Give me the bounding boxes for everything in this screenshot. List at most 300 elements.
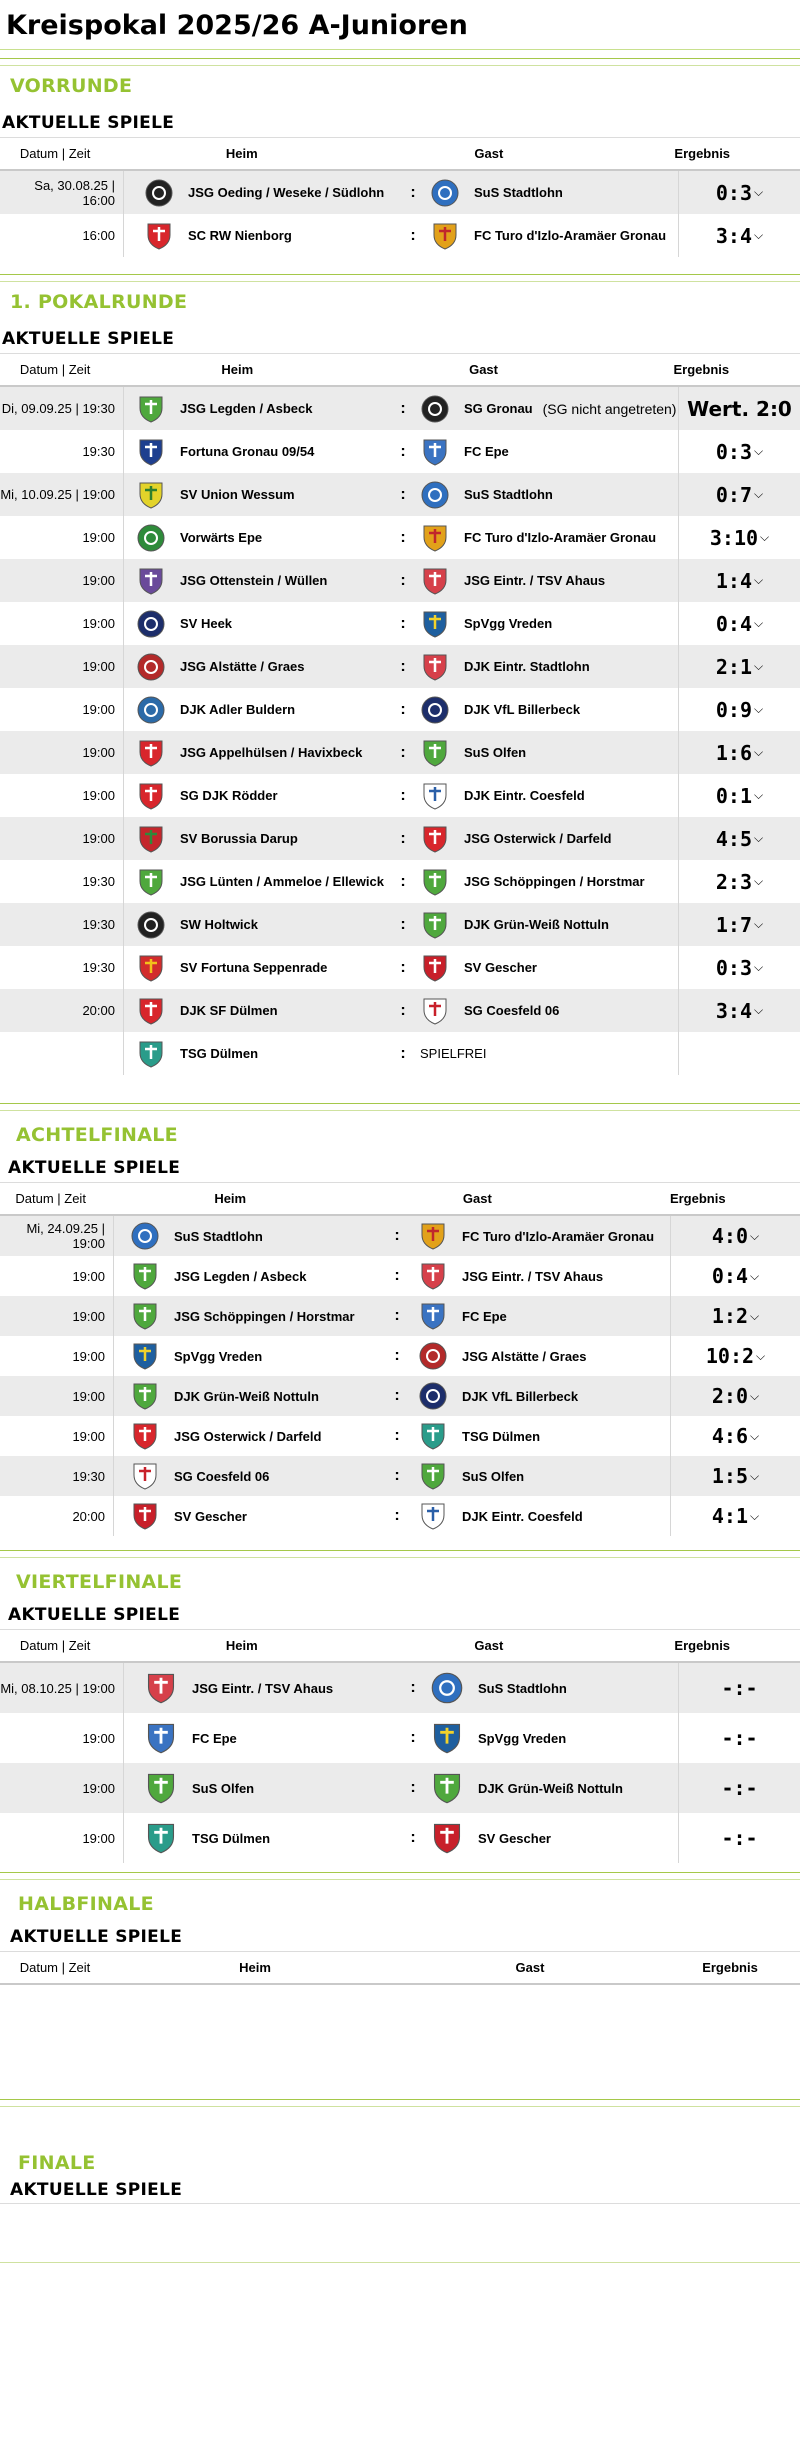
match-date: 19:00 xyxy=(0,645,124,688)
match-date: 20:00 xyxy=(0,989,124,1032)
club-crest-yellow-cross-icon xyxy=(430,1721,464,1755)
section-achtelfinale xyxy=(0,1103,800,1536)
home-team[interactable] xyxy=(124,437,396,467)
home-team-name: SuS Olfen xyxy=(192,1780,255,1796)
match-date: 19:00 xyxy=(0,731,124,774)
chevron-down-icon[interactable]: ⌵ xyxy=(756,1348,766,1363)
current-games-heading: AKTUELLE SPIELE xyxy=(8,1605,181,1625)
match-result[interactable] xyxy=(678,516,800,559)
result-value: 3:10 xyxy=(709,525,759,550)
chevron-down-icon[interactable]: ⌵ xyxy=(750,1268,760,1283)
match-result[interactable] xyxy=(678,817,800,860)
guest-team-name: DJK Eintr. Coesfeld xyxy=(462,1508,583,1524)
home-team-name: JSG Legden / Asbeck xyxy=(174,1268,307,1284)
match-row[interactable] xyxy=(0,1336,800,1376)
guest-team-name: JSG Eintr. / TSV Ahaus xyxy=(462,1268,604,1284)
home-team[interactable] xyxy=(124,953,396,983)
match-row[interactable] xyxy=(0,1256,800,1296)
section-pokalrunde-1 xyxy=(0,274,800,1075)
chevron-down-icon[interactable]: ⌵ xyxy=(754,444,764,458)
club-crest-green-icon xyxy=(136,394,166,424)
home-team-name: JSG Ottenstein / Wüllen xyxy=(180,573,328,588)
home-team[interactable] xyxy=(124,824,396,854)
home-team[interactable] xyxy=(124,609,396,639)
club-crest-navy-circle-icon xyxy=(420,695,450,725)
match-date: 19:30 xyxy=(0,860,124,903)
match-row[interactable] xyxy=(0,1763,800,1813)
match-result[interactable] xyxy=(678,171,800,214)
club-crest-cross-icon xyxy=(420,523,450,553)
club-crest-teal-icon xyxy=(136,1039,166,1069)
table-header xyxy=(0,1629,800,1663)
home-team-name: SV Borussia Darup xyxy=(180,831,298,846)
games-list xyxy=(0,1663,800,1863)
guest-team[interactable] xyxy=(404,1501,670,1531)
chevron-down-icon[interactable]: ⌵ xyxy=(760,530,770,544)
home-team[interactable] xyxy=(124,1771,406,1805)
guest-team-name: SV Gescher xyxy=(478,1830,551,1846)
match-row[interactable] xyxy=(0,903,800,946)
result-value: 2:1 xyxy=(715,654,752,679)
chevron-down-icon[interactable]: ⌵ xyxy=(750,1388,760,1403)
club-crest-red-icon xyxy=(420,824,450,854)
vs-separator: : xyxy=(400,958,406,976)
vs-separator: : xyxy=(400,700,406,718)
match-result[interactable] xyxy=(670,1336,800,1376)
match-result[interactable] xyxy=(678,1713,800,1763)
col-date: Datum | Zeit xyxy=(19,146,91,161)
chevron-down-icon[interactable]: ⌵ xyxy=(750,1428,760,1443)
home-team-name: SG Coesfeld 06 xyxy=(174,1468,270,1484)
chevron-down-icon[interactable]: ⌵ xyxy=(754,917,764,931)
home-team[interactable] xyxy=(124,1671,406,1705)
match-row[interactable] xyxy=(0,989,800,1032)
guest-team-name: SuS Olfen xyxy=(464,745,527,760)
club-crest-red-yellow-icon xyxy=(136,953,166,983)
match-row[interactable] xyxy=(0,473,800,516)
match-result[interactable] xyxy=(678,860,800,903)
match-result[interactable] xyxy=(670,1416,800,1456)
result-value: 0:7 xyxy=(715,482,752,507)
chevron-down-icon[interactable]: ⌵ xyxy=(750,1308,760,1323)
match-date: Mi, 08.10.25 | 19:00 xyxy=(0,1663,124,1713)
result-value: 4:1 xyxy=(711,1504,748,1528)
home-team[interactable] xyxy=(114,1341,390,1371)
vs-separator: : xyxy=(394,1267,400,1284)
col-result: Ergebnis xyxy=(673,362,730,377)
result-value: 1:5 xyxy=(711,1464,748,1488)
guest-team[interactable] xyxy=(410,738,678,768)
match-row[interactable] xyxy=(0,214,800,257)
match-result[interactable] xyxy=(678,1813,800,1863)
home-team[interactable] xyxy=(124,566,396,596)
club-crest-cross-icon xyxy=(430,221,460,251)
chevron-down-icon[interactable]: ⌵ xyxy=(754,831,764,845)
club-crest-green-icon xyxy=(420,738,450,768)
match-row[interactable] xyxy=(0,860,800,903)
result-value: 0:9 xyxy=(715,697,752,722)
match-result[interactable] xyxy=(670,1256,800,1296)
result-value: 0:4 xyxy=(715,611,752,636)
guest-team-name: FC Epe xyxy=(464,444,509,459)
home-team-name: SV Union Wessum xyxy=(180,487,295,502)
vs-separator: : xyxy=(400,872,406,890)
chevron-down-icon[interactable]: ⌵ xyxy=(754,874,764,888)
home-team[interactable] xyxy=(124,394,396,424)
match-result[interactable] xyxy=(678,688,800,731)
guest-team[interactable] xyxy=(410,437,678,467)
club-crest-cross-icon xyxy=(418,1221,448,1251)
guest-team-name: SV Gescher xyxy=(464,960,537,975)
guest-team[interactable] xyxy=(404,1381,670,1411)
home-team[interactable] xyxy=(114,1421,390,1451)
home-team-name: JSG Schöppingen / Horstmar xyxy=(174,1308,355,1324)
home-team-name: SuS Stadtlohn xyxy=(174,1228,263,1244)
bye-label: SPIELFREI xyxy=(420,1046,487,1061)
result-value: 0:3 xyxy=(715,439,752,464)
col-date: Datum | Zeit xyxy=(15,1191,86,1206)
section-finale xyxy=(0,2099,800,2204)
club-crest-green-icon xyxy=(420,867,450,897)
chevron-down-icon[interactable]: ⌵ xyxy=(754,788,764,802)
section-title: VORRUNDE xyxy=(10,75,133,97)
chevron-down-icon[interactable]: ⌵ xyxy=(750,1228,760,1243)
result-value: 2:3 xyxy=(715,869,752,894)
result-value: 0:3 xyxy=(715,955,752,980)
match-row[interactable] xyxy=(0,1663,800,1713)
match-date: 19:00 xyxy=(0,1376,114,1416)
match-result[interactable] xyxy=(678,430,800,473)
home-team[interactable] xyxy=(124,1721,406,1755)
home-team-name: JSG Legden / Asbeck xyxy=(180,401,313,416)
match-result[interactable] xyxy=(678,645,800,688)
result-value: 4:6 xyxy=(711,1424,748,1448)
chevron-down-icon[interactable]: ⌵ xyxy=(754,702,764,716)
home-team[interactable] xyxy=(114,1381,390,1411)
home-team-name: SpVgg Vreden xyxy=(174,1348,263,1364)
match-result[interactable] xyxy=(678,989,800,1032)
vs-separator: : xyxy=(400,1044,406,1062)
section-title: HALBFINALE xyxy=(18,1893,154,1915)
home-team-name: SW Holtwick xyxy=(180,917,259,932)
col-result: Ergebnis xyxy=(702,1960,758,1975)
col-result: Ergebnis xyxy=(669,1191,726,1206)
home-team[interactable] xyxy=(124,523,396,553)
match-result[interactable] xyxy=(670,1296,800,1336)
club-crest-red-circle-icon xyxy=(136,652,166,682)
home-team-name: JSG Alstätte / Graes xyxy=(180,659,305,674)
chevron-down-icon[interactable]: ⌵ xyxy=(754,185,764,199)
result-value: 2:0 xyxy=(711,1384,748,1408)
club-crest-blue-circle-icon xyxy=(430,1671,464,1705)
guest-team[interactable] xyxy=(420,1721,678,1755)
match-date: 19:30 xyxy=(0,946,124,989)
guest-team[interactable] xyxy=(410,781,678,811)
club-crest-green-icon xyxy=(430,1771,464,1805)
match-row[interactable] xyxy=(0,171,800,214)
guest-team-name: FC Turo d'Izlo-Aramäer Gronau xyxy=(464,530,657,545)
match-row[interactable] xyxy=(0,1032,800,1075)
home-team[interactable] xyxy=(124,996,396,1026)
home-team[interactable] xyxy=(124,652,396,682)
result-value: -:- xyxy=(721,1676,758,1700)
result-value: 3:4 xyxy=(715,998,752,1023)
match-row[interactable] xyxy=(0,1296,800,1336)
club-crest-blue-circle-icon xyxy=(130,1221,160,1251)
guest-team-name: FC Turo d'Izlo-Aramäer Gronau xyxy=(474,228,667,243)
match-row[interactable] xyxy=(0,774,800,817)
guest-team[interactable] xyxy=(410,867,678,897)
guest-team[interactable] xyxy=(404,1421,670,1451)
chevron-down-icon[interactable]: ⌵ xyxy=(750,1468,760,1483)
home-team[interactable] xyxy=(114,1301,390,1331)
match-row[interactable] xyxy=(0,688,800,731)
vs-separator: : xyxy=(394,1227,400,1244)
home-team[interactable] xyxy=(124,781,396,811)
home-team[interactable] xyxy=(114,1501,390,1531)
result-value: 1:2 xyxy=(711,1304,748,1328)
vs-separator: : xyxy=(400,786,406,804)
chevron-down-icon[interactable]: ⌵ xyxy=(754,228,764,242)
chevron-down-icon[interactable]: ⌵ xyxy=(754,616,764,630)
club-crest-yellow-icon xyxy=(136,480,166,510)
guest-team[interactable] xyxy=(420,1821,678,1855)
match-result[interactable] xyxy=(678,731,800,774)
club-crest-navy-circle-icon xyxy=(136,609,166,639)
guest-team[interactable] xyxy=(410,996,678,1026)
col-home: Heim xyxy=(225,1638,258,1653)
col-guest: Gast xyxy=(469,362,498,377)
club-crest-red-icon xyxy=(136,781,166,811)
match-result[interactable] xyxy=(678,1032,800,1075)
match-result[interactable] xyxy=(678,602,800,645)
result-value: 1:4 xyxy=(715,568,752,593)
guest-team[interactable] xyxy=(410,824,678,854)
guest-team[interactable] xyxy=(404,1301,670,1331)
match-row[interactable] xyxy=(0,1416,800,1456)
guest-team-name: SuS Stadtlohn xyxy=(464,487,553,502)
match-row[interactable] xyxy=(0,387,800,430)
vs-separator: : xyxy=(410,183,416,201)
home-team[interactable] xyxy=(124,738,396,768)
result-value: -:- xyxy=(721,1726,758,1750)
match-result[interactable] xyxy=(678,903,800,946)
guest-team[interactable] xyxy=(410,566,678,596)
match-row[interactable] xyxy=(0,1376,800,1416)
guest-team[interactable] xyxy=(420,1771,678,1805)
club-crest-red-stripes-icon xyxy=(418,1261,448,1291)
club-crest-black-icon xyxy=(136,910,166,940)
home-team[interactable] xyxy=(124,178,406,208)
vs-separator: : xyxy=(410,1779,416,1796)
guest-team-name: SG Coesfeld 06 xyxy=(464,1003,560,1018)
match-date: 19:00 xyxy=(0,602,124,645)
home-team-name: SC RW Nienborg xyxy=(188,228,292,243)
guest-team[interactable] xyxy=(404,1221,670,1251)
match-result[interactable] xyxy=(678,1763,800,1813)
guest-team[interactable] xyxy=(410,695,678,725)
home-team[interactable] xyxy=(114,1461,390,1491)
guest-team[interactable] xyxy=(410,523,678,553)
match-result[interactable] xyxy=(678,1663,800,1713)
match-row[interactable] xyxy=(0,1713,800,1763)
section-viertelfinale xyxy=(0,1550,800,1863)
club-crest-blue-icon xyxy=(136,437,166,467)
guest-team[interactable] xyxy=(410,609,678,639)
guest-team-name: SpVgg Vreden xyxy=(478,1730,567,1746)
match-row[interactable] xyxy=(0,1813,800,1863)
guest-team[interactable] xyxy=(410,480,678,510)
home-team-name: JSG Eintr. / TSV Ahaus xyxy=(192,1680,334,1696)
match-result[interactable] xyxy=(678,946,800,989)
vs-separator: : xyxy=(400,1001,406,1019)
club-crest-red-text-icon xyxy=(420,996,450,1026)
guest-team[interactable] xyxy=(410,1046,678,1061)
guest-team-name: JSG Schöppingen / Horstmar xyxy=(464,874,645,889)
col-result: Ergebnis xyxy=(674,1638,731,1653)
match-result[interactable] xyxy=(670,1496,800,1536)
club-crest-blue-text-icon xyxy=(418,1501,448,1531)
match-row[interactable] xyxy=(0,602,800,645)
result-value: 3:4 xyxy=(715,223,752,248)
guest-team[interactable] xyxy=(410,394,678,424)
home-team[interactable] xyxy=(124,1821,406,1855)
match-result[interactable] xyxy=(670,1376,800,1416)
home-team[interactable] xyxy=(124,695,396,725)
guest-team[interactable] xyxy=(404,1261,670,1291)
club-crest-blue-stripes-icon xyxy=(420,437,450,467)
guest-team-name: JSG Alstätte / Graes xyxy=(462,1348,587,1364)
match-row[interactable] xyxy=(0,430,800,473)
section-title: FINALE xyxy=(18,2152,96,2174)
home-team[interactable] xyxy=(124,480,396,510)
vs-separator: : xyxy=(410,1729,416,1746)
guest-team-name: DJK Grün-Weiß Nottuln xyxy=(464,917,609,932)
home-team-name: DJK Grün-Weiß Nottuln xyxy=(174,1388,319,1404)
match-result[interactable] xyxy=(678,774,800,817)
guest-team-name: FC Epe xyxy=(462,1308,507,1324)
chevron-down-icon[interactable]: ⌵ xyxy=(754,659,764,673)
club-crest-red-stripes-icon xyxy=(420,652,450,682)
match-row[interactable] xyxy=(0,645,800,688)
vs-separator: : xyxy=(400,614,406,632)
guest-team-name: DJK Grün-Weiß Nottuln xyxy=(478,1780,623,1796)
match-date: Mi, 24.09.25 | 19:00 xyxy=(0,1216,114,1256)
home-team-name: TSG Dülmen xyxy=(180,1046,259,1061)
match-date: 19:30 xyxy=(0,430,124,473)
guest-team[interactable] xyxy=(420,221,678,251)
club-crest-red-text-icon xyxy=(130,1461,160,1491)
match-row[interactable] xyxy=(0,1456,800,1496)
club-crest-red-icon xyxy=(130,1421,160,1451)
chevron-down-icon[interactable]: ⌵ xyxy=(754,487,764,501)
home-team[interactable] xyxy=(124,910,396,940)
match-row[interactable] xyxy=(0,516,800,559)
match-result[interactable] xyxy=(678,214,800,257)
match-row[interactable] xyxy=(0,1216,800,1256)
result-value: 10:2 xyxy=(705,1344,755,1368)
match-row[interactable] xyxy=(0,817,800,860)
vs-separator: : xyxy=(394,1507,400,1524)
match-row[interactable] xyxy=(0,731,800,774)
club-crest-red-green-icon xyxy=(136,824,166,854)
guest-team-name: FC Turo d'Izlo-Aramäer Gronau xyxy=(462,1228,655,1244)
guest-team[interactable] xyxy=(410,910,678,940)
chevron-down-icon[interactable]: ⌵ xyxy=(754,573,764,587)
guest-team[interactable] xyxy=(404,1461,670,1491)
vs-separator: : xyxy=(394,1387,400,1404)
section-halbfinale xyxy=(0,1872,800,1985)
home-team[interactable] xyxy=(124,221,406,251)
guest-team[interactable] xyxy=(404,1341,670,1371)
match-result[interactable] xyxy=(678,473,800,516)
club-crest-green-icon xyxy=(130,1301,160,1331)
col-guest: Gast xyxy=(474,1638,504,1653)
guest-team-name: JSG Osterwick / Darfeld xyxy=(464,831,612,846)
col-guest: Gast xyxy=(462,1191,492,1206)
home-team[interactable] xyxy=(114,1261,390,1291)
guest-team[interactable] xyxy=(410,652,678,682)
result-value: 0:4 xyxy=(711,1264,748,1288)
match-row[interactable] xyxy=(0,559,800,602)
vs-separator: : xyxy=(400,829,406,847)
col-date: Datum | Zeit xyxy=(19,1638,91,1653)
games-list xyxy=(0,171,800,257)
section-title: ACHTELFINALE xyxy=(16,1124,178,1146)
vs-separator: : xyxy=(400,528,406,546)
guest-team[interactable] xyxy=(420,178,678,208)
match-date: 19:00 xyxy=(0,516,124,559)
guest-team[interactable] xyxy=(410,953,678,983)
club-crest-red-circle-icon xyxy=(418,1341,448,1371)
match-date: Sa, 30.08.25 | 16:00 xyxy=(0,171,124,214)
match-row[interactable] xyxy=(0,1496,800,1536)
col-home: Heim xyxy=(239,1960,271,1975)
club-crest-green-circle-icon xyxy=(136,523,166,553)
col-home: Heim xyxy=(214,1191,247,1206)
guest-team-name: SpVgg Vreden xyxy=(464,616,553,631)
match-result[interactable] xyxy=(678,387,800,430)
guest-team-name: SG Gronau xyxy=(464,401,533,416)
home-team[interactable] xyxy=(124,867,396,897)
current-games-heading: AKTUELLE SPIELE xyxy=(10,1927,183,1947)
chevron-down-icon[interactable]: ⌵ xyxy=(750,1508,760,1523)
match-result[interactable] xyxy=(670,1216,800,1256)
guest-team[interactable] xyxy=(420,1671,678,1705)
club-crest-red-shield-icon xyxy=(430,1821,464,1855)
club-crest-red-icon xyxy=(136,738,166,768)
chevron-down-icon[interactable]: ⌵ xyxy=(754,1003,764,1017)
vs-separator: : xyxy=(410,1829,416,1846)
club-crest-black-icon xyxy=(420,394,450,424)
match-result[interactable] xyxy=(678,559,800,602)
result-value: -:- xyxy=(721,1826,758,1850)
section-title: 1. POKALRUNDE xyxy=(10,291,188,313)
match-row[interactable] xyxy=(0,946,800,989)
match-result[interactable] xyxy=(670,1456,800,1496)
chevron-down-icon[interactable]: ⌵ xyxy=(754,745,764,759)
home-team-name: SV Gescher xyxy=(174,1508,247,1524)
club-crest-green-icon xyxy=(418,1461,448,1491)
match-date: Di, 09.09.25 | 19:30 xyxy=(0,387,124,430)
col-result: Ergebnis xyxy=(674,146,731,161)
match-date: Mi, 10.09.25 | 19:00 xyxy=(0,473,124,516)
club-crest-red-stripes-icon xyxy=(420,566,450,596)
home-team[interactable] xyxy=(124,1039,396,1069)
chevron-down-icon[interactable]: ⌵ xyxy=(754,960,764,974)
guest-team-name: DJK VfL Billerbeck xyxy=(464,702,581,717)
home-team[interactable] xyxy=(114,1221,390,1251)
